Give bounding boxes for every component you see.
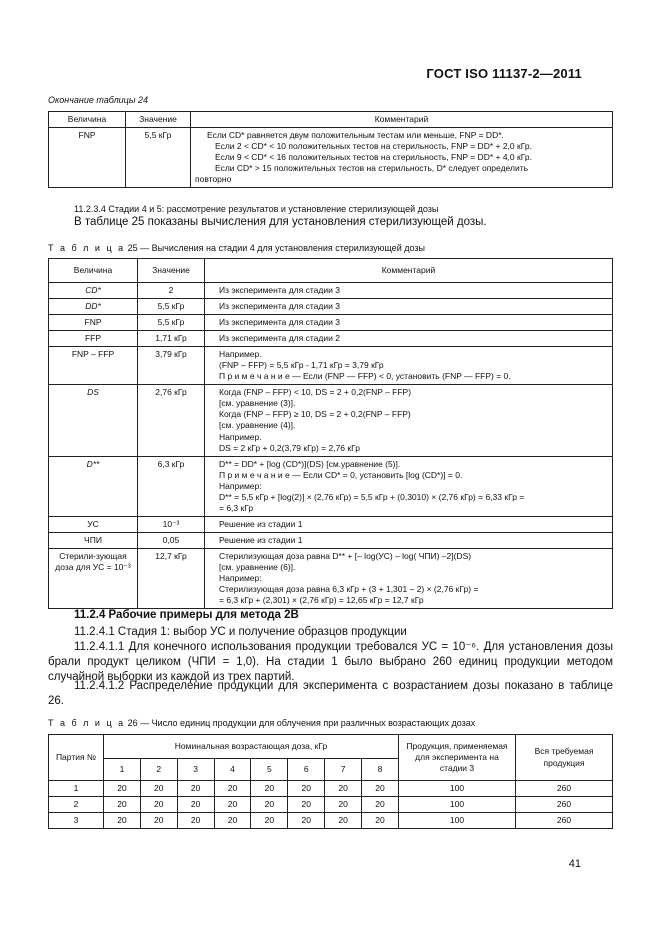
cell-name: FNP – FFP <box>49 347 138 385</box>
cell-comment <box>205 532 613 548</box>
cell-value: 5,5 кГр <box>126 128 191 188</box>
comment-line: Если 9 < CD* < 16 положительных тестов на стерильность, FNP = DD* + 4,0 кГр. <box>215 152 532 163</box>
cell-comment <box>205 456 613 516</box>
paragraph: В таблице 25 показаны вычисления для установления стерилизующей дозы. <box>74 216 487 228</box>
comment-line: D** = 5,5 кГр + [log(2)] × (2,76 кГр) = 5,5 кГр + (0,3010) × (2,76 кГр) = 6,33 кГр = <box>219 491 525 502</box>
comment-line: Например: <box>219 480 262 491</box>
comment-line: Например. <box>219 431 262 442</box>
comment-line: Если 2 < CD* < 10 положительных тестов на стерильность, FNP = DD* + 2,0 кГр. <box>215 141 532 152</box>
cell-dose: 20 <box>251 797 288 813</box>
table-row <box>49 456 613 516</box>
cell-name: FNP <box>49 128 126 188</box>
cell-dose: 20 <box>214 797 251 813</box>
cell-total: 260 <box>516 797 613 813</box>
cell-value: 2,76 кГр <box>138 385 205 456</box>
column-header: Номинальная возрастающая доза, кГр <box>104 735 399 759</box>
document-header: ГОСТ ISO 11137-2—2011 <box>426 66 582 81</box>
comment-line: Когда (FNP – FFP) ≥ 10, DS = 2 + 0,2(FNP – FFP) <box>219 409 411 420</box>
comment-line: Стерилизующая доза равна D** + [– log(УС) – log( ЧПИ) –2](DS) <box>219 550 472 561</box>
table-row <box>49 781 613 797</box>
comment-line: = 6,3 кГр + (2,301) × (2,76 кГр) = 12,65 кГр = 12,7 кГр <box>219 595 424 606</box>
comment-line: Решение из стадии 1 <box>219 518 303 529</box>
table-row <box>49 283 613 299</box>
paragraph: 11.2.4.1.1 Для конечного использования продукции требовался УС = 10⁻⁶. Для установления дозы брали продукт целиком (ЧПИ = 1,0). На стадии 1 было выбрано 260 единиц продукции методом случайной выборки из каждой из трех партий. <box>48 641 613 683</box>
cell-production: 100 <box>399 797 516 813</box>
dose-column-header: 2 <box>140 759 177 781</box>
cell-comment <box>205 548 613 608</box>
table-24-caption: Окончание таблицы 24 <box>48 95 148 105</box>
section-heading: 11.2.3.4 Стадии 4 и 5: рассмотрение результатов и установление стерилизующей дозы <box>74 204 439 214</box>
cell-total: 260 <box>516 813 613 829</box>
caption-text: — Число единиц продукции для облучения при различных возрастающих дозах <box>140 718 476 728</box>
cell-comment <box>205 516 613 532</box>
cell-value: 5,5 кГр <box>138 299 205 315</box>
table-row <box>49 315 613 331</box>
comment-line: повторно <box>195 174 232 185</box>
comment-line: DS = 2 кГр + 0,2(3,79 кГр) = 2,76 кГр <box>219 442 360 453</box>
cell-dose: 20 <box>288 781 325 797</box>
cell-dose: 20 <box>214 813 251 829</box>
cell-name: Стерили-зующая доза для УС = 10⁻³ <box>49 548 138 608</box>
cell-dose: 20 <box>288 797 325 813</box>
cell-dose: 20 <box>288 813 325 829</box>
cell-name: CD* <box>49 283 138 299</box>
cell-dose: 20 <box>140 781 177 797</box>
table-row <box>49 532 613 548</box>
table-row <box>49 331 613 347</box>
paragraph: 11.2.4.1 Стадия 1: выбор УС и получение образцов продукции <box>74 626 407 638</box>
cell-dose: 20 <box>140 797 177 813</box>
cell-dose: 20 <box>362 813 399 829</box>
column-header: Величина <box>49 112 126 128</box>
dose-column-header: 4 <box>214 759 251 781</box>
table-row <box>49 548 613 608</box>
cell-comment <box>205 315 613 331</box>
table-26-caption <box>48 718 475 728</box>
page-number: 41 <box>568 858 581 870</box>
cell-dose: 20 <box>140 813 177 829</box>
cell-comment <box>205 385 613 456</box>
comment-line: D** = DD* + [log (CD*)](DS) [см.уравнение (5)]. <box>219 458 401 469</box>
comment-line: [см. уравнение (3)]. <box>219 398 296 409</box>
cell-production: 100 <box>399 813 516 829</box>
comment-line: Если CD* равняется двум положительным тестам или меньше, FNP = DD*. <box>207 130 504 141</box>
caption-text: — Вычисления на стадии 4 для установления стерилизующей дозы <box>140 243 425 253</box>
comment-line: Решение из стадии 1 <box>219 534 303 545</box>
cell-dose: 20 <box>104 813 141 829</box>
caption-label: Т а б л и ц а <box>48 718 126 728</box>
cell-value: 2 <box>138 283 205 299</box>
cell-name: ЧПИ <box>49 532 138 548</box>
cell-dose: 20 <box>325 813 362 829</box>
cell-dose: 20 <box>104 797 141 813</box>
dose-column-header: 6 <box>288 759 325 781</box>
column-header: Значение <box>138 259 205 283</box>
column-header: Продукция, применяемая для эксперимента на стадии 3 <box>399 735 516 781</box>
cell-name: D** <box>49 456 138 516</box>
comment-line: П р и м е ч а н и е — Если CD* = 0, установить [log (CD*)] = 0. <box>219 469 463 480</box>
cell-batch: 2 <box>49 797 104 813</box>
table-26 <box>48 734 613 829</box>
table-row <box>49 516 613 532</box>
column-header: Комментарий <box>205 259 613 283</box>
cell-comment <box>205 331 613 347</box>
cell-dose: 20 <box>214 781 251 797</box>
column-header: Партия № <box>49 735 104 781</box>
cell-value: 5,5 кГр <box>138 315 205 331</box>
cell-value: 0,05 <box>138 532 205 548</box>
cell-dose: 20 <box>325 781 362 797</box>
dose-column-header: 1 <box>104 759 141 781</box>
cell-value: 1,71 кГр <box>138 331 205 347</box>
cell-production: 100 <box>399 781 516 797</box>
cell-name: DS <box>49 385 138 456</box>
table-24 <box>48 111 613 188</box>
cell-dose: 20 <box>104 781 141 797</box>
cell-dose: 20 <box>251 781 288 797</box>
dose-column-header: 7 <box>325 759 362 781</box>
comment-line: Из эксперимента для стадии 3 <box>219 285 340 295</box>
dose-column-header: 3 <box>177 759 214 781</box>
cell-value: 6,3 кГр <box>138 456 205 516</box>
table-row <box>49 797 613 813</box>
cell-dose: 20 <box>177 797 214 813</box>
comment-line: Если CD* > 15 положительных тестов на стерильность, D* следует определить <box>215 163 529 174</box>
cell-name: DD* <box>49 299 138 315</box>
table-25 <box>48 258 613 609</box>
comment-line: Из эксперимента для стадии 2 <box>219 333 340 344</box>
cell-dose: 20 <box>251 813 288 829</box>
dose-column-header: 5 <box>251 759 288 781</box>
comment-line: [см. уравнение (4)]. <box>219 420 296 431</box>
comment-line: Например: <box>219 573 262 584</box>
table-row <box>49 813 613 829</box>
caption-number: 26 <box>127 718 138 728</box>
cell-comment <box>205 347 613 385</box>
table-row <box>49 385 613 456</box>
cell-value: 12,7 кГр <box>138 548 205 608</box>
cell-name: FFP <box>49 331 138 347</box>
caption-number: 25 <box>127 243 138 253</box>
cell-dose: 20 <box>177 813 214 829</box>
comment-line: Стерилизующая доза равна 6,3 кГр + (3 + 1,301 – 2) × (2,76 кГр) = <box>219 584 479 595</box>
cell-batch: 3 <box>49 813 104 829</box>
cell-total: 260 <box>516 781 613 797</box>
table-row <box>49 347 613 385</box>
comment-line: Из эксперимента для стадии 3 <box>219 317 340 328</box>
column-header: Значение <box>126 112 191 128</box>
caption-label: Т а б л и ц а <box>48 243 126 253</box>
cell-comment <box>205 299 613 315</box>
cell-dose: 20 <box>362 781 399 797</box>
column-header: Величина <box>49 259 138 283</box>
paragraph: 11.2.4.1.2 Распределение продукции для эксперимента с возрастанием дозы показано в таблице 26. <box>48 680 613 707</box>
cell-dose: 20 <box>325 797 362 813</box>
comment-line: (FNP – FFP) = 5,5 кГр - 1,71 кГр = 3,79 кГр <box>219 360 384 371</box>
comment-line: Когда (FNP – FFP) < 10, DS = 2 + 0,2(FNP – FFP) <box>219 387 412 398</box>
comment-line: П р и м е ч а н и е — Если (FNP — FFP) < 0, установить (FNP — FFP) = 0. <box>219 371 511 382</box>
cell-value: 3,79 кГр <box>138 347 205 385</box>
cell-name: FNP <box>49 315 138 331</box>
table-row <box>49 128 613 188</box>
cell-batch: 1 <box>49 781 104 797</box>
comment-line: = 6,3 кГр <box>219 502 254 513</box>
cell-dose: 20 <box>177 781 214 797</box>
comment-line: [см. уравнение (6)]. <box>219 561 296 572</box>
cell-comment <box>205 283 613 299</box>
column-header: Комментарий <box>191 112 613 128</box>
table-row <box>49 299 613 315</box>
cell-value: 10⁻³ <box>138 516 205 532</box>
cell-comment <box>191 128 613 188</box>
section-heading: 11.2.4 Рабочие примеры для метода 2В <box>74 609 299 621</box>
dose-column-header: 8 <box>362 759 399 781</box>
cell-name: УС <box>49 516 138 532</box>
comment-line: Например. <box>219 349 262 360</box>
column-header: Вся требуемая продукция <box>516 735 613 781</box>
table-25-caption <box>48 243 425 253</box>
cell-dose: 20 <box>362 797 399 813</box>
comment-line: Из эксперимента для стадии 3 <box>219 301 340 312</box>
